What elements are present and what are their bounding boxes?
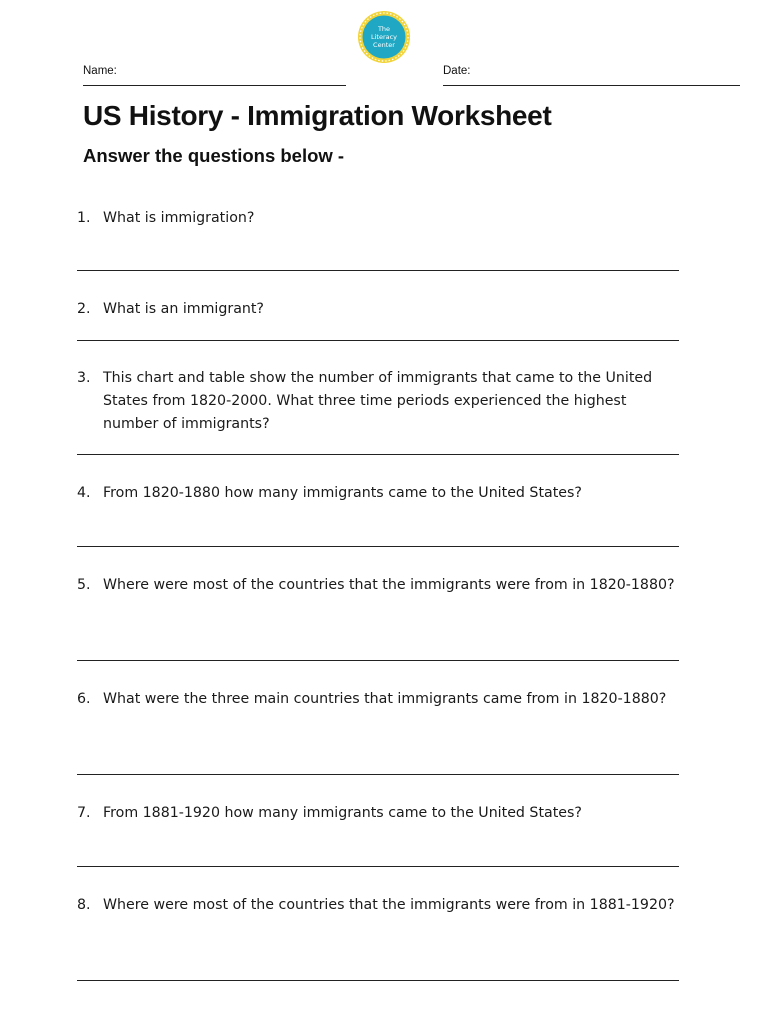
name-field-line[interactable] <box>83 85 346 86</box>
answer-line-4[interactable] <box>77 546 679 547</box>
logo-text-line: Literacy <box>370 33 398 41</box>
question-number: 1. <box>77 210 91 226</box>
question-text: What were the three main countries that immigrants came from in 1820-1880? <box>103 691 667 707</box>
question-8 <box>77 894 677 917</box>
question-text: From 1881-1920 how many immigrants came to the United States? <box>103 805 582 821</box>
question-2 <box>77 298 677 321</box>
question-text: This chart and table show the number of immigrants that came to the United States from 1820-2000. What three time periods experienced the highest number of immigrants? <box>103 370 653 432</box>
question-3 <box>77 367 677 436</box>
answer-line-1[interactable] <box>77 270 679 271</box>
question-number: 8. <box>77 897 91 913</box>
logo-text-line: The <box>377 25 391 33</box>
date-field-line[interactable] <box>443 85 740 86</box>
date-label: Date: <box>443 65 471 77</box>
page-title: US History - Immigration Worksheet <box>83 100 552 131</box>
answer-line-5[interactable] <box>77 660 679 661</box>
answer-line-3[interactable] <box>77 454 679 455</box>
question-text: Where were most of the countries that the immigrants were from in 1881-1920? <box>103 897 675 913</box>
question-number: 6. <box>77 691 91 707</box>
answer-line-7[interactable] <box>77 866 679 867</box>
answer-line-2[interactable] <box>77 340 679 341</box>
question-number: 7. <box>77 805 91 821</box>
question-number: 4. <box>77 485 91 501</box>
name-label: Name: <box>83 65 117 77</box>
page-subtitle: Answer the questions below - <box>83 145 345 166</box>
question-number: 2. <box>77 301 91 317</box>
question-number: 3. <box>77 370 91 386</box>
question-text: From 1820-1880 how many immigrants came to the United States? <box>103 485 582 501</box>
question-text: What is immigration? <box>103 210 255 226</box>
question-1 <box>77 207 677 230</box>
answer-line-6[interactable] <box>77 774 679 775</box>
question-number: 5. <box>77 577 91 593</box>
question-7 <box>77 802 677 825</box>
question-5 <box>77 574 677 597</box>
question-6 <box>77 688 677 711</box>
logo-text-line: Center <box>373 41 395 49</box>
answer-line-8[interactable] <box>77 980 679 981</box>
question-text: What is an immigrant? <box>103 301 264 317</box>
question-text: Where were most of the countries that the immigrants were from in 1820-1880? <box>103 577 675 593</box>
question-4 <box>77 482 677 505</box>
literacy-center-logo-icon <box>357 10 411 64</box>
